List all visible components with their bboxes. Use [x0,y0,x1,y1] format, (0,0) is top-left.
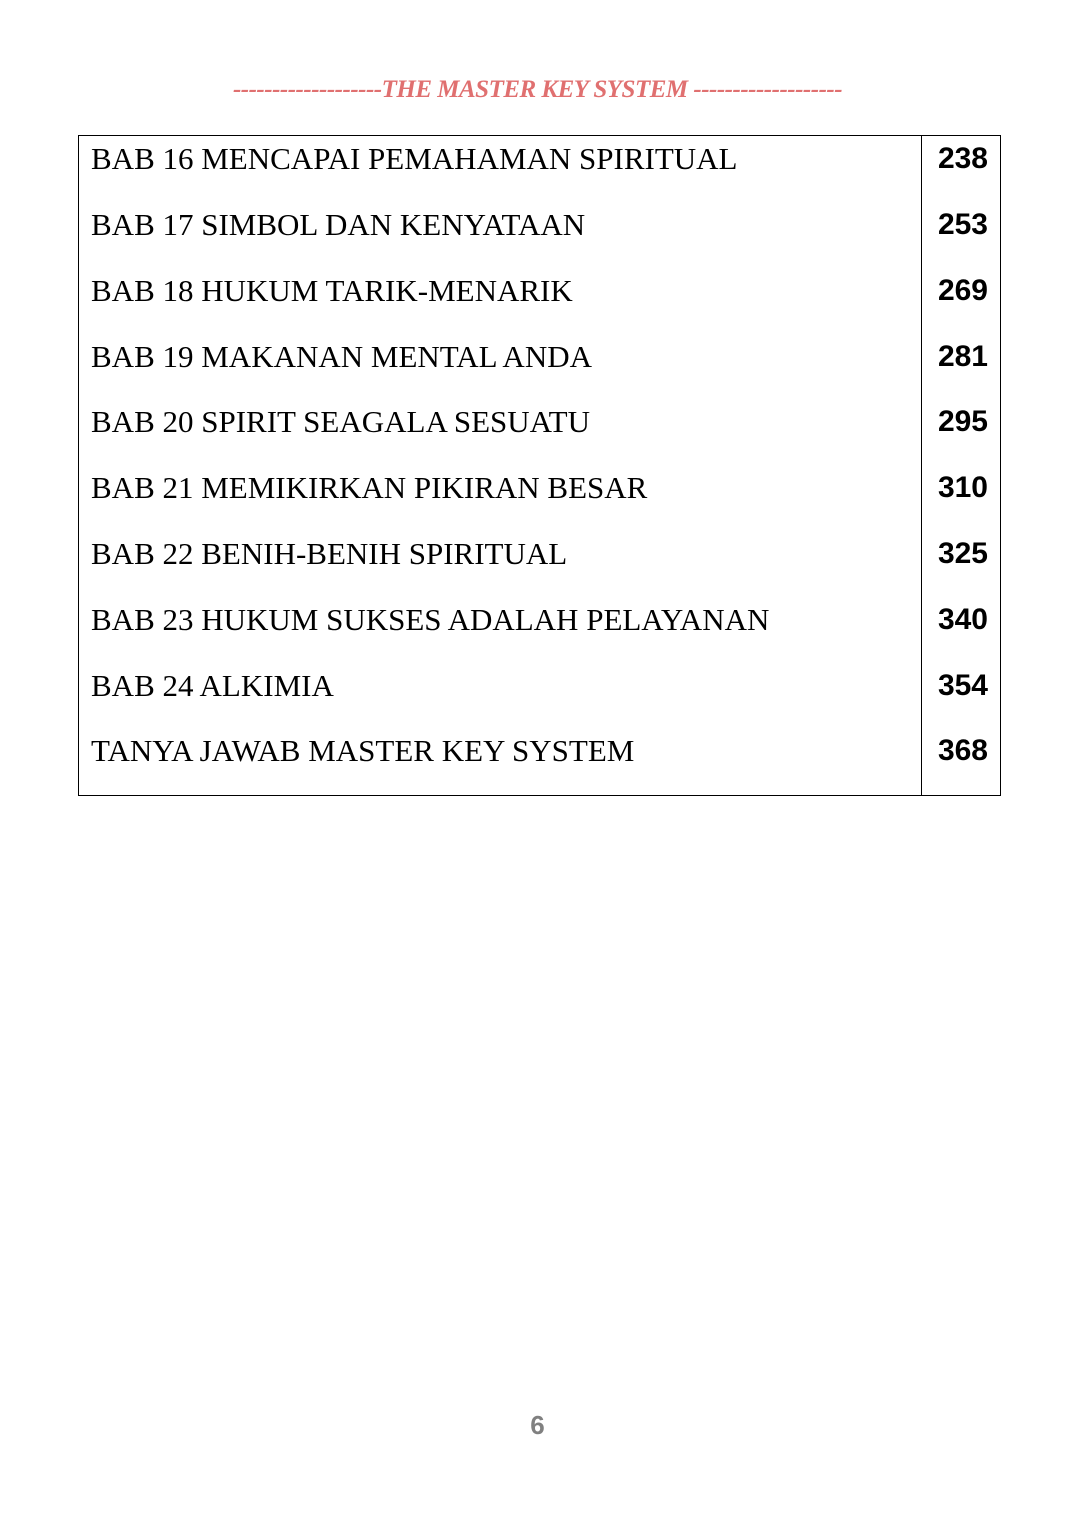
page-ref: 354 [937,669,988,702]
toc-row[interactable] [79,468,1000,508]
page-ref: 368 [937,734,988,767]
chapter-title: BAB 17 SIMBOL DAN KENYATAAN [91,207,586,242]
page-ref: 340 [937,603,988,636]
chapter-title: BAB 24 ALKIMIA [91,668,334,703]
page-ref: 295 [937,405,988,438]
page-ref: 238 [937,142,988,175]
page-ref: 325 [937,537,988,570]
toc-row[interactable] [79,205,1000,245]
table-of-contents [78,135,1001,796]
page-ref: 253 [937,208,988,241]
page-number: 6 [530,1410,545,1440]
chapter-title: BAB 22 BENIH-BENIH SPIRITUAL [91,536,568,571]
chapter-title: BAB 18 HUKUM TARIK-MENARIK [91,273,573,308]
toc-row[interactable] [79,731,1000,771]
chapter-title: BAB 21 MEMIKIRKAN PIKIRAN BESAR [91,470,648,505]
running-header: -------------------THE MASTER KEY SYSTEM ------------------- [232,76,843,103]
toc-row[interactable] [79,139,1000,179]
toc-row[interactable] [79,271,1000,311]
chapter-title: BAB 20 SPIRIT SEAGALA SESUATU [91,404,590,439]
toc-row[interactable] [79,666,1000,706]
chapter-title: BAB 16 MENCAPAI PEMAHAMAN SPIRITUAL [91,141,738,176]
toc-row[interactable] [79,402,1000,442]
toc-row[interactable] [79,337,1000,377]
page-ref: 281 [937,340,988,373]
toc-row[interactable] [79,600,1000,640]
chapter-title: TANYA JAWAB MASTER KEY SYSTEM [91,733,635,768]
toc-row[interactable] [79,534,1000,574]
chapter-title: BAB 19 MAKANAN MENTAL ANDA [91,339,592,374]
page-ref: 269 [937,274,988,307]
page-ref: 310 [937,471,988,504]
chapter-title: BAB 23 HUKUM SUKSES ADALAH PELAYANAN [91,602,770,637]
